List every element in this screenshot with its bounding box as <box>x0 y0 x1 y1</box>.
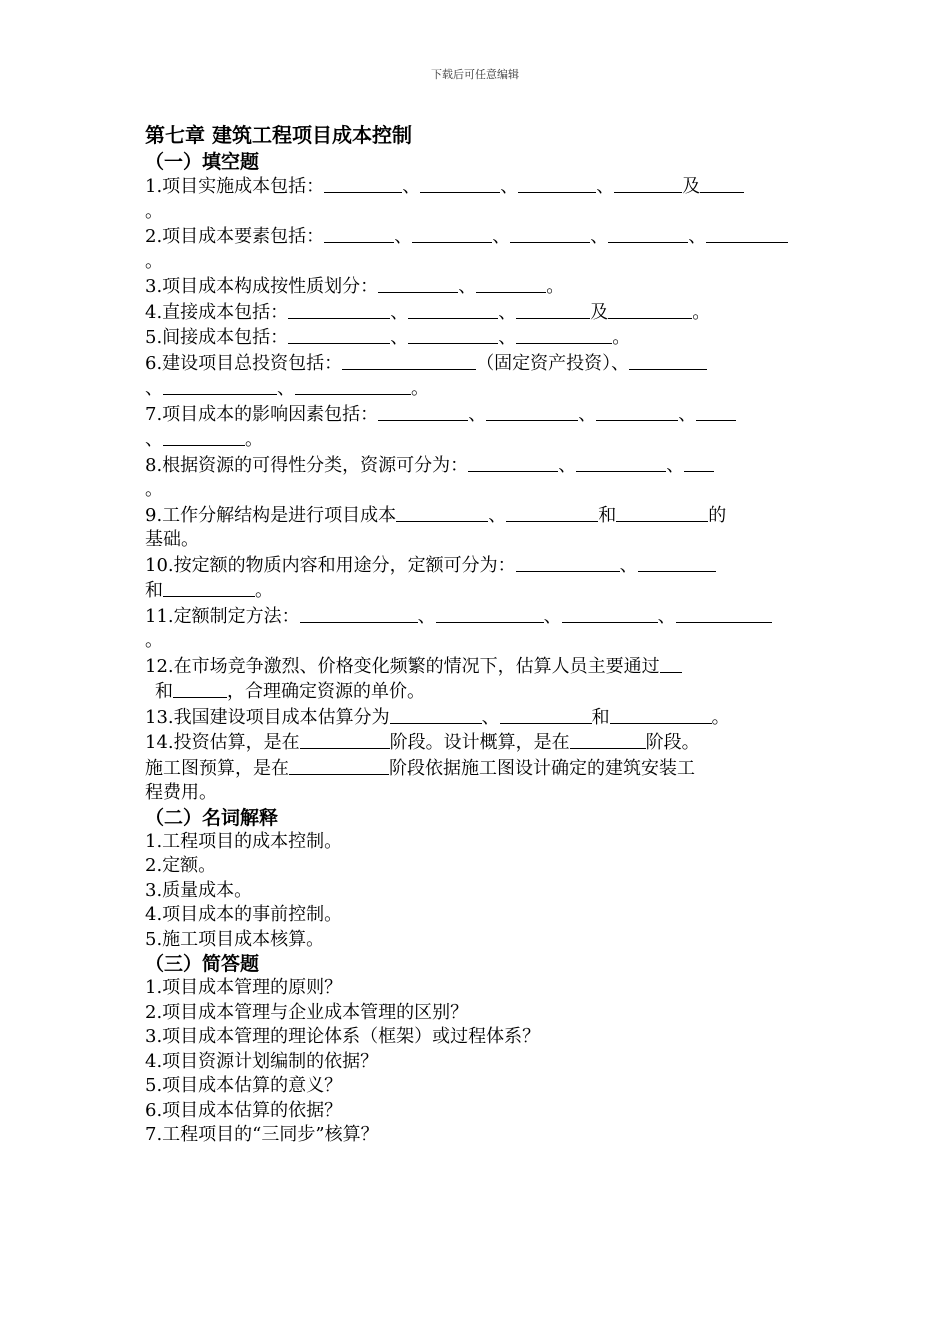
short-question: 5.项目成本估算的意义？ <box>145 1075 343 1096</box>
section-short-heading: （三）简答题 <box>145 953 260 975</box>
short-question: 3.项目成本管理的理论体系（框架）或过程体系？ <box>145 1026 541 1047</box>
question-14-cont: 施工图预算，是在 阶段依据施工图设计确定的建筑安装工 <box>145 757 695 779</box>
question-10-cont: 和 。 <box>145 580 273 601</box>
question-3: 3.项目成本构成按性质划分： 、 。 <box>145 276 565 297</box>
question-14-end: 程费用。 <box>145 782 217 803</box>
question-6-cont: 、 、 。 <box>145 378 429 399</box>
question-1-end: 。 <box>145 200 163 222</box>
question-12: 12.在市场竞争激烈、价格变化频繁的情况下，估算人员主要通过 <box>145 654 805 680</box>
question-11-end: 。 <box>145 630 163 651</box>
question-7-cont: 、 。 <box>145 429 263 450</box>
chapter-title: 第七章 建筑工程项目成本控制 <box>145 123 412 147</box>
question-6: 6.建设项目总投资包括： （固定资产投资）、 <box>145 351 805 377</box>
document-body <box>145 121 805 1148</box>
question-12-cont: 和 ，合理确定资源的单价。 <box>155 681 425 702</box>
question-7: 7.项目成本的影响因素包括： 、 、 、 <box>145 402 805 428</box>
short-question: 1.项目成本管理的原则？ <box>145 977 343 998</box>
question-13: 13.我国建设项目成本估算分为 、 和 。 <box>145 706 730 728</box>
question-11: 11.定额制定方法： 、 、 、 <box>145 604 805 630</box>
question-2-end: 。 <box>145 250 163 272</box>
page-header: 下载后可任意编辑 <box>431 68 519 81</box>
term-item: 3.质量成本。 <box>145 879 253 901</box>
question-4: 4.直接成本包括： 、 、 及 。 <box>145 301 711 323</box>
question-9-cont: 基础。 <box>145 529 199 550</box>
short-question: 6.项目成本估算的依据？ <box>145 1099 343 1121</box>
question-2: 2.项目成本要素包括： 、 、 、 、 <box>145 224 805 250</box>
term-item: 1.工程项目的成本控制。 <box>145 830 343 852</box>
question-5: 5.间接成本包括： 、 、 。 <box>145 327 631 348</box>
section-terms-heading: （二）名词解释 <box>145 806 279 829</box>
question-10: 10.按定额的物质内容和用途分，定额可分为： 、 <box>145 553 805 579</box>
section-fill-heading: （一）填空题 <box>145 151 260 173</box>
question-14: 14.投资估算，是在 阶段。设计概算，是在 阶段。 <box>145 732 700 753</box>
short-question: 2.项目成本管理与企业成本管理的区别？ <box>145 1001 469 1023</box>
short-question: 7.工程项目的“三同步”核算？ <box>145 1124 379 1145</box>
question-1: 1.项目实施成本包括： 、 、 、 及 <box>145 174 805 200</box>
term-item: 2.定额。 <box>145 855 217 876</box>
question-8: 8.根据资源的可得性分类，资源可分为： 、 、 <box>145 453 805 479</box>
short-question: 4.项目资源计划编制的依据？ <box>145 1050 379 1072</box>
term-item: 4.项目成本的事前控制。 <box>145 904 343 925</box>
question-8-end: 。 <box>145 479 163 500</box>
term-item: 5.施工项目成本核算。 <box>145 928 325 950</box>
question-9: 9.工作分解结构是进行项目成本 、 和 的 <box>145 504 727 526</box>
